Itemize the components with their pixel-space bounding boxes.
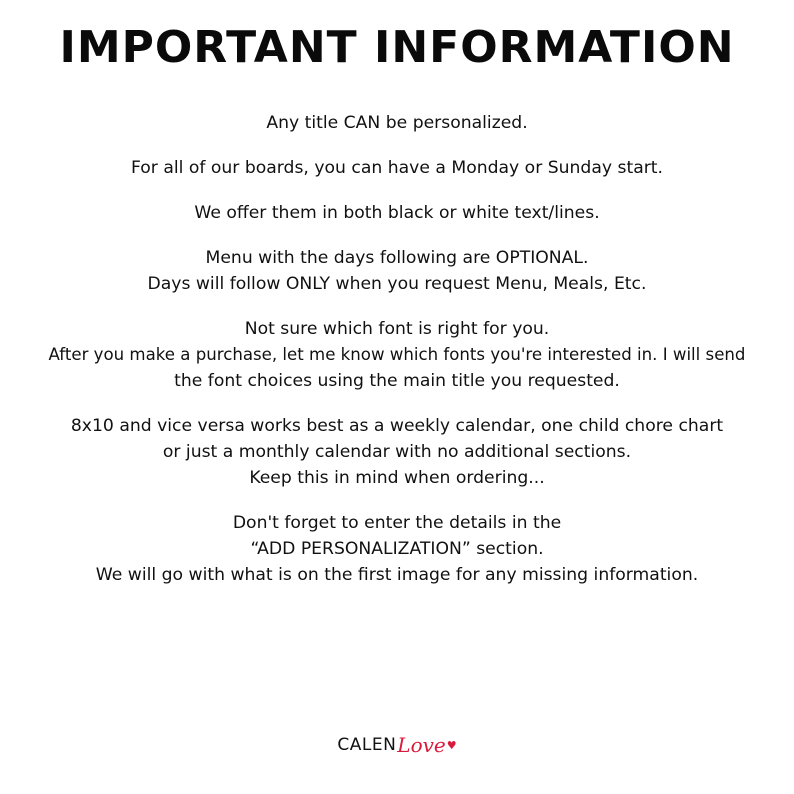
logo-text: CALEN [337, 735, 397, 755]
logo-script-text: Love [397, 733, 446, 757]
info-line: We offer them in both black or white text/lines. [194, 203, 600, 223]
brand-logo [0, 733, 794, 757]
page-title: IMPORTANT INFORMATION [59, 22, 735, 73]
info-paragraph-personalization [0, 110, 794, 136]
info-line: Not sure which font is right for you. [244, 319, 550, 339]
info-paragraph-font [0, 316, 794, 394]
info-line: For all of our boards, you can have a Monday or Sunday start. [131, 158, 663, 178]
info-content [0, 110, 794, 607]
heart-icon: ♥ [446, 738, 457, 752]
info-line: After you make a purchase, let me know which fonts you're interested in. I will send [48, 345, 746, 364]
info-paragraph-menu [0, 245, 794, 297]
info-line: Don't forget to enter the details in the [232, 513, 562, 533]
info-line: 8x10 and vice versa works best as a weekly calendar, one child chore chart [70, 416, 724, 436]
info-line: Menu with the days following are OPTIONAL. [205, 248, 589, 268]
info-paragraph-start-day [0, 155, 794, 181]
info-line: Keep this in mind when ordering... [249, 468, 545, 488]
info-line: Any title CAN be personalized. [266, 113, 528, 133]
info-line: or just a monthly calendar with no additional sections. [162, 442, 632, 462]
info-line: Days will follow ONLY when you request Menu, Meals, Etc. [147, 274, 647, 294]
info-paragraph-personalization-details [0, 510, 794, 588]
info-paragraph-size [0, 413, 794, 491]
info-line: We will go with what is on the first image for any missing information. [95, 565, 699, 585]
info-line: the font choices using the main title you requested. [174, 371, 620, 391]
info-paragraph-text-color [0, 200, 794, 226]
info-line: “ADD PERSONALIZATION” section. [250, 539, 544, 559]
